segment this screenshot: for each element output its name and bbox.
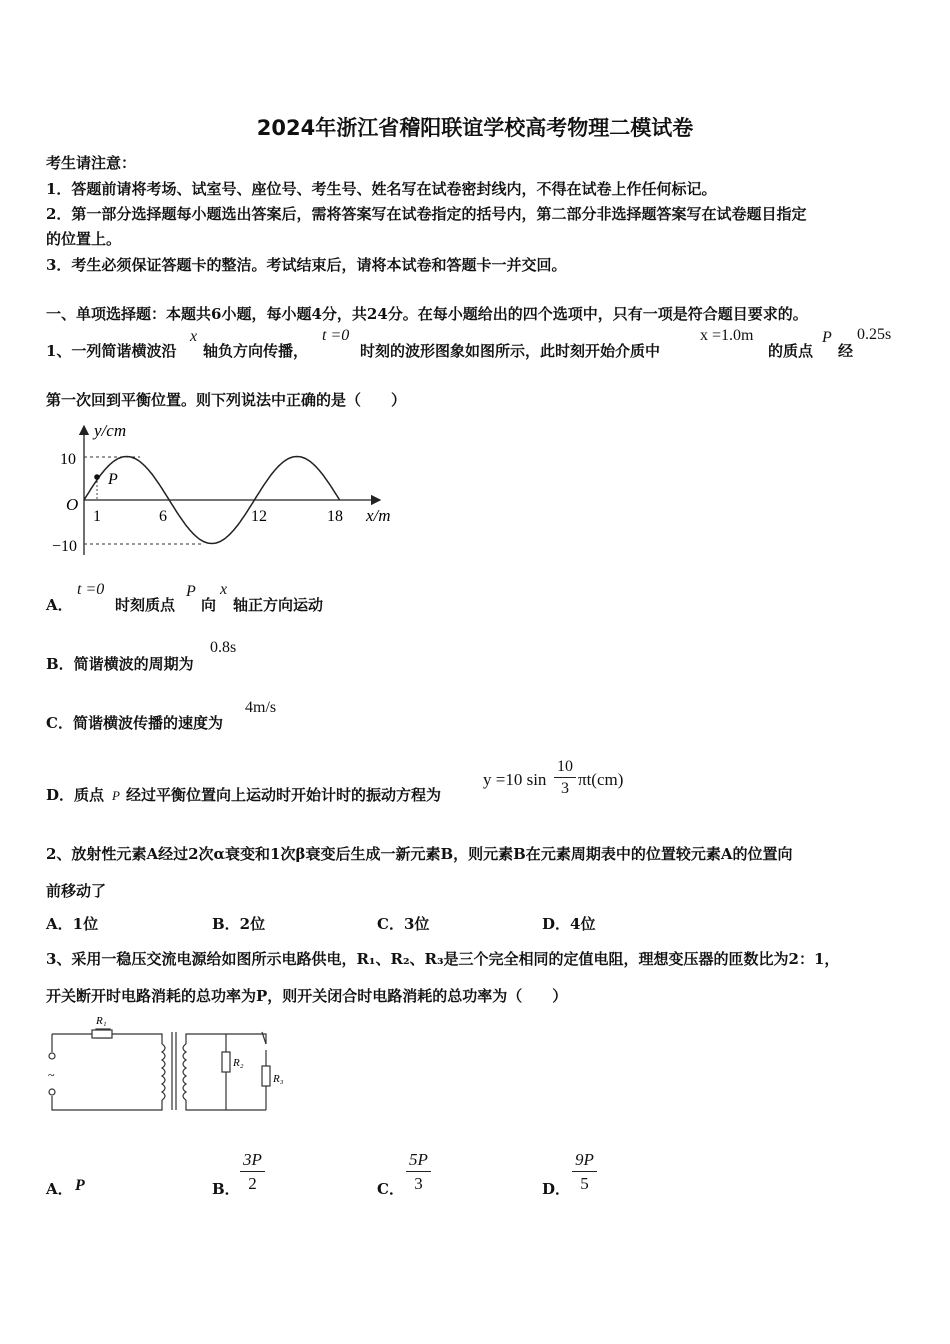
- section-heading: 一、单项选择题：本题共6小题，每小题4分，共24分。在每小题给出的四个选项中，只有一项是符合题目要求的。: [46, 305, 808, 323]
- primary-coil: [162, 1044, 165, 1100]
- q1-option-b-text: B．简谐横波的周期为: [46, 655, 194, 673]
- q1-option-a-math-P: P: [186, 583, 196, 600]
- q3-option-d-num: 9P: [572, 1150, 597, 1172]
- q1-option-c-math: 4m/s: [245, 699, 277, 716]
- q1-text-line2: 第一次回到平衡位置。则下列说法中正确的是（ ）: [46, 391, 407, 409]
- point-p-dot: [94, 474, 100, 480]
- q2-option-b: B．2位: [212, 915, 266, 933]
- origin-label: O: [66, 495, 79, 514]
- q3-option-a-label: A．: [46, 1180, 73, 1198]
- x-tick-6: 6: [159, 508, 167, 525]
- circuit-diagram: [40, 1010, 300, 1120]
- wave-graph: [46, 420, 406, 560]
- q1-text-3: 时刻的波形图象如图所示，此时刻开始介质中: [360, 342, 661, 360]
- resistor-r3: [262, 1066, 270, 1086]
- x-tick-12: 12: [251, 508, 267, 525]
- q1-option-a-label: A．: [46, 596, 73, 614]
- q3-option-c-label: C．: [377, 1180, 404, 1198]
- q1-option-a-math-x: x: [220, 581, 228, 598]
- q1-math-t0: t =0: [322, 327, 350, 344]
- x-axis-label: x/m: [366, 506, 391, 525]
- point-p-label: P: [108, 471, 118, 488]
- secondary-coil: [183, 1044, 186, 1100]
- q2-option-d: D．4位: [542, 915, 596, 933]
- q1-text-2: 轴负方向传播，: [203, 342, 309, 360]
- q1-math-time: 0.25s: [857, 326, 892, 343]
- q3-text-line2: 开关断开时电路消耗的总功率为P，则开关闭合时电路消耗的总功率为（ ）: [46, 987, 568, 1005]
- q1-option-a-text-1: 时刻质点: [115, 596, 176, 614]
- q1-option-c-text: C．简谐横波传播的速度为: [46, 714, 223, 732]
- label-r3: R₃: [273, 1073, 284, 1085]
- q1-text-5: 经: [838, 342, 854, 360]
- q1-option-d-eq-den: 3: [561, 780, 569, 797]
- q3-option-d-den: 5: [580, 1174, 589, 1193]
- q1-math-x1: x =1.0m: [700, 327, 754, 344]
- q1-option-b-math: 0.8s: [210, 639, 237, 656]
- q2-option-c: C．3位: [377, 915, 430, 933]
- label-r2: R₂: [233, 1057, 244, 1069]
- q1-text-4: 的质点: [768, 342, 814, 360]
- x-tick-18: 18: [327, 508, 343, 525]
- q3-option-c-fraction: [406, 1150, 431, 1194]
- label-r1: R₁: [96, 1015, 107, 1027]
- q1-text-1: 1、一列简谐横波沿: [46, 342, 177, 360]
- q1-option-d-math-P: P: [112, 788, 120, 803]
- q2-text-line1: 2、放射性元素A经过2次α衰变和1次β衰变后生成一新元素B，则元素B在元素周期表中的位置较元素A的位置向: [46, 845, 793, 863]
- q3-option-c-num: 5P: [406, 1150, 431, 1172]
- notice-heading: 考生请注意：: [46, 154, 137, 172]
- q1-option-d-eq-fraction: [554, 758, 576, 798]
- label-source: ~: [48, 1068, 55, 1082]
- notice-item-1: 1．答题前请将考场、试室号、座位号、考生号、姓名写在试卷密封线内，不得在试卷上作任何标记。: [46, 180, 717, 198]
- q1-option-d-eq-left: y =10 sin: [483, 770, 547, 789]
- source-terminal-bottom: [49, 1089, 55, 1095]
- q3-option-b-fraction: [240, 1150, 265, 1194]
- q1-option-a-math-t: t =0: [77, 581, 105, 598]
- q1-option-a-text-2: 向: [201, 596, 217, 614]
- q3-option-a-value: P: [75, 1177, 85, 1194]
- resistor-r2: [222, 1052, 230, 1072]
- q2-text-line2: 前移动了: [46, 882, 107, 900]
- source-terminal-top: [49, 1053, 55, 1059]
- notice-item-2: 2．第一部分选择题每小题选出答案后，需将答案写在试卷指定的括号内，第二部分非选择题答案写在试卷题目指定: [46, 205, 807, 223]
- q1-option-d-eq-right: πt(cm): [578, 770, 624, 789]
- page-title: 2024年浙江省稽阳联谊学校高考物理二模试卷: [256, 116, 694, 140]
- q1-option-d-text-1: D．质点: [46, 786, 105, 804]
- x-tick-1: 1: [93, 508, 101, 525]
- q2-option-a: A．1位: [46, 915, 99, 933]
- q3-option-b-den: 2: [248, 1174, 257, 1193]
- q3-option-b-num: 3P: [240, 1150, 265, 1172]
- q1-option-a-text-3: 轴正方向运动: [233, 596, 324, 614]
- q3-option-d-label: D．: [542, 1180, 571, 1198]
- q1-math-x: x: [190, 328, 198, 345]
- q1-math-P: P: [822, 329, 832, 346]
- q3-option-b-label: B．: [212, 1180, 240, 1198]
- y-tick-bottom: −10: [52, 538, 78, 555]
- q3-text-line1: 3、采用一稳压交流电源给如图所示电路供电，R₁、R₂、R₃是三个完全相同的定值电阻，理想变压器的匝数比为2：1，: [46, 950, 840, 968]
- notice-item-3: 3．考生必须保证答题卡的整洁。考试结束后，请将本试卷和答题卡一并交回。: [46, 256, 567, 274]
- y-axis-label: y/cm: [94, 421, 127, 440]
- q3-option-d-fraction: [572, 1150, 597, 1194]
- y-tick-top: 10: [60, 451, 76, 468]
- q3-option-c-den: 3: [414, 1174, 423, 1193]
- q1-option-d-eq-num: 10: [554, 758, 576, 778]
- q1-option-d-text-2: 经过平衡位置向上运动时开始计时的振动方程为: [126, 786, 442, 804]
- notice-item-2-cont: 的位置上。: [46, 230, 122, 248]
